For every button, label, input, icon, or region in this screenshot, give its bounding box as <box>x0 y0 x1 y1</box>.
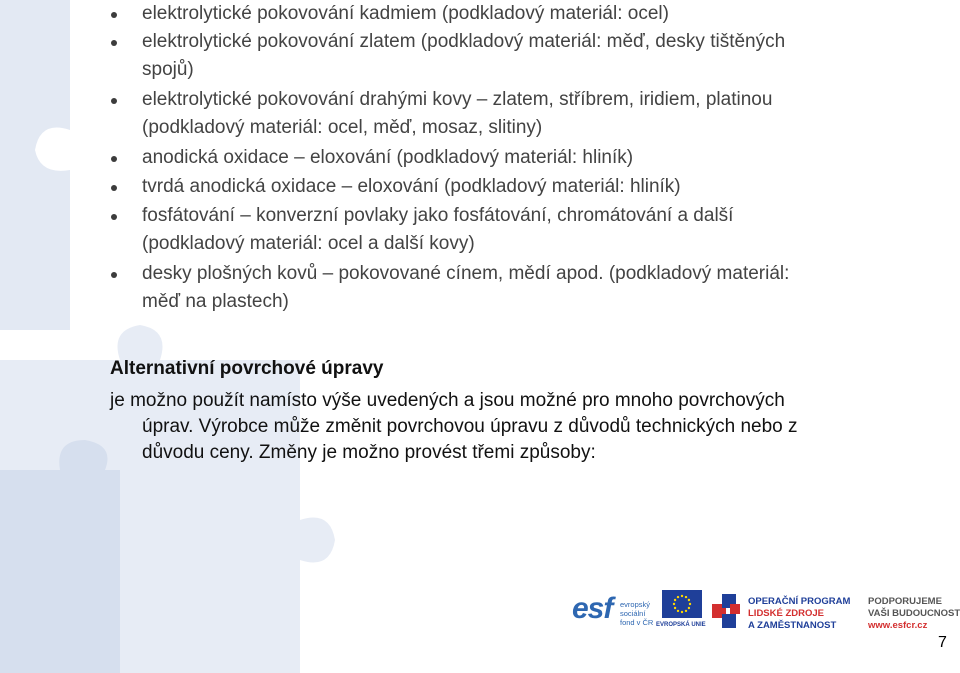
op-line: A ZAMĚSTNANOST <box>748 620 837 631</box>
bullet-item <box>142 260 922 316</box>
bullet-text-line: měď na plastech) <box>142 291 289 312</box>
eu-flag-icon <box>662 590 702 618</box>
op-line: LIDSKÉ ZDROJE <box>748 608 825 619</box>
page-number: 7 <box>938 634 947 651</box>
bullet-dot-icon <box>111 185 117 191</box>
eu-label: EVROPSKÁ UNIE <box>656 622 706 628</box>
support-slogan <box>868 596 960 632</box>
bullet-item <box>142 202 922 258</box>
op-lzz-text <box>748 596 850 632</box>
bullet-item <box>142 144 922 172</box>
bullet-text-line: spojů) <box>142 59 194 80</box>
paragraph-line-1: je možno použít namísto výše uvedených a jsou možné pro mnoho povrchových <box>110 390 785 411</box>
esf-caption-line: evropský <box>620 600 651 609</box>
bullet-dot-icon <box>111 12 117 18</box>
op-line: OPERAČNÍ PROGRAM <box>748 596 851 607</box>
support-line: VAŠI BUDOUCNOST <box>868 608 960 619</box>
bullet-text-line: fosfátování – konverzní povlaky jako fosfátování, chromátování a další <box>142 205 734 226</box>
bullet-dot-icon <box>111 98 117 104</box>
bullet-dot-icon <box>111 156 117 162</box>
esf-caption-line: fond v ČR <box>620 618 654 627</box>
paragraph-line-2: úprav. Výrobce může změnit povrchovou úpravu z důvodů technických nebo z <box>142 416 798 437</box>
bullet-dot-icon <box>111 214 117 220</box>
bullet-dot-icon <box>111 272 117 278</box>
bullet-text-line: desky plošných kovů – pokovované cínem, mědí apod. (podkladový materiál: <box>142 263 790 284</box>
bullet-item <box>142 86 922 142</box>
op-lzz-mark-icon <box>712 594 742 630</box>
bullet-text-line: elektrolytické pokovování zlatem (podkladový materiál: měď, desky tištěných <box>142 31 786 52</box>
bullet-item <box>142 0 922 28</box>
section-heading: Alternativní povrchové úpravy <box>110 358 384 379</box>
bullet-text-line: tvrdá anodická oxidace – eloxování (podkladový materiál: hliník) <box>142 176 681 197</box>
support-line: PODPORUJEME <box>868 596 942 607</box>
body-paragraph <box>110 388 910 466</box>
esf-caption-line: sociální <box>620 609 646 618</box>
esf-logo-text: esf <box>572 592 613 625</box>
paragraph-line-3: důvodu ceny. Změny je možno provést třemi způsoby: <box>142 442 596 463</box>
bullet-text-line: elektrolytické pokovování kadmiem (podkladový materiál: ocel) <box>142 3 669 24</box>
bullet-text-line: (podkladový materiál: ocel a další kovy) <box>142 233 475 254</box>
bullet-text-line: anodická oxidace – eloxování (podkladový materiál: hliník) <box>142 147 634 168</box>
bullet-dot-icon <box>111 40 117 46</box>
support-web-link[interactable]: www.esfcr.cz <box>868 620 928 631</box>
bullet-text-line: (podkladový materiál: ocel, měď, mosaz, slitiny) <box>142 117 543 138</box>
bullet-text-line: elektrolytické pokovování drahými kovy – zlatem, stříbrem, iridiem, platinou <box>142 89 773 110</box>
bullet-item <box>142 28 922 84</box>
bullet-item <box>142 173 922 201</box>
